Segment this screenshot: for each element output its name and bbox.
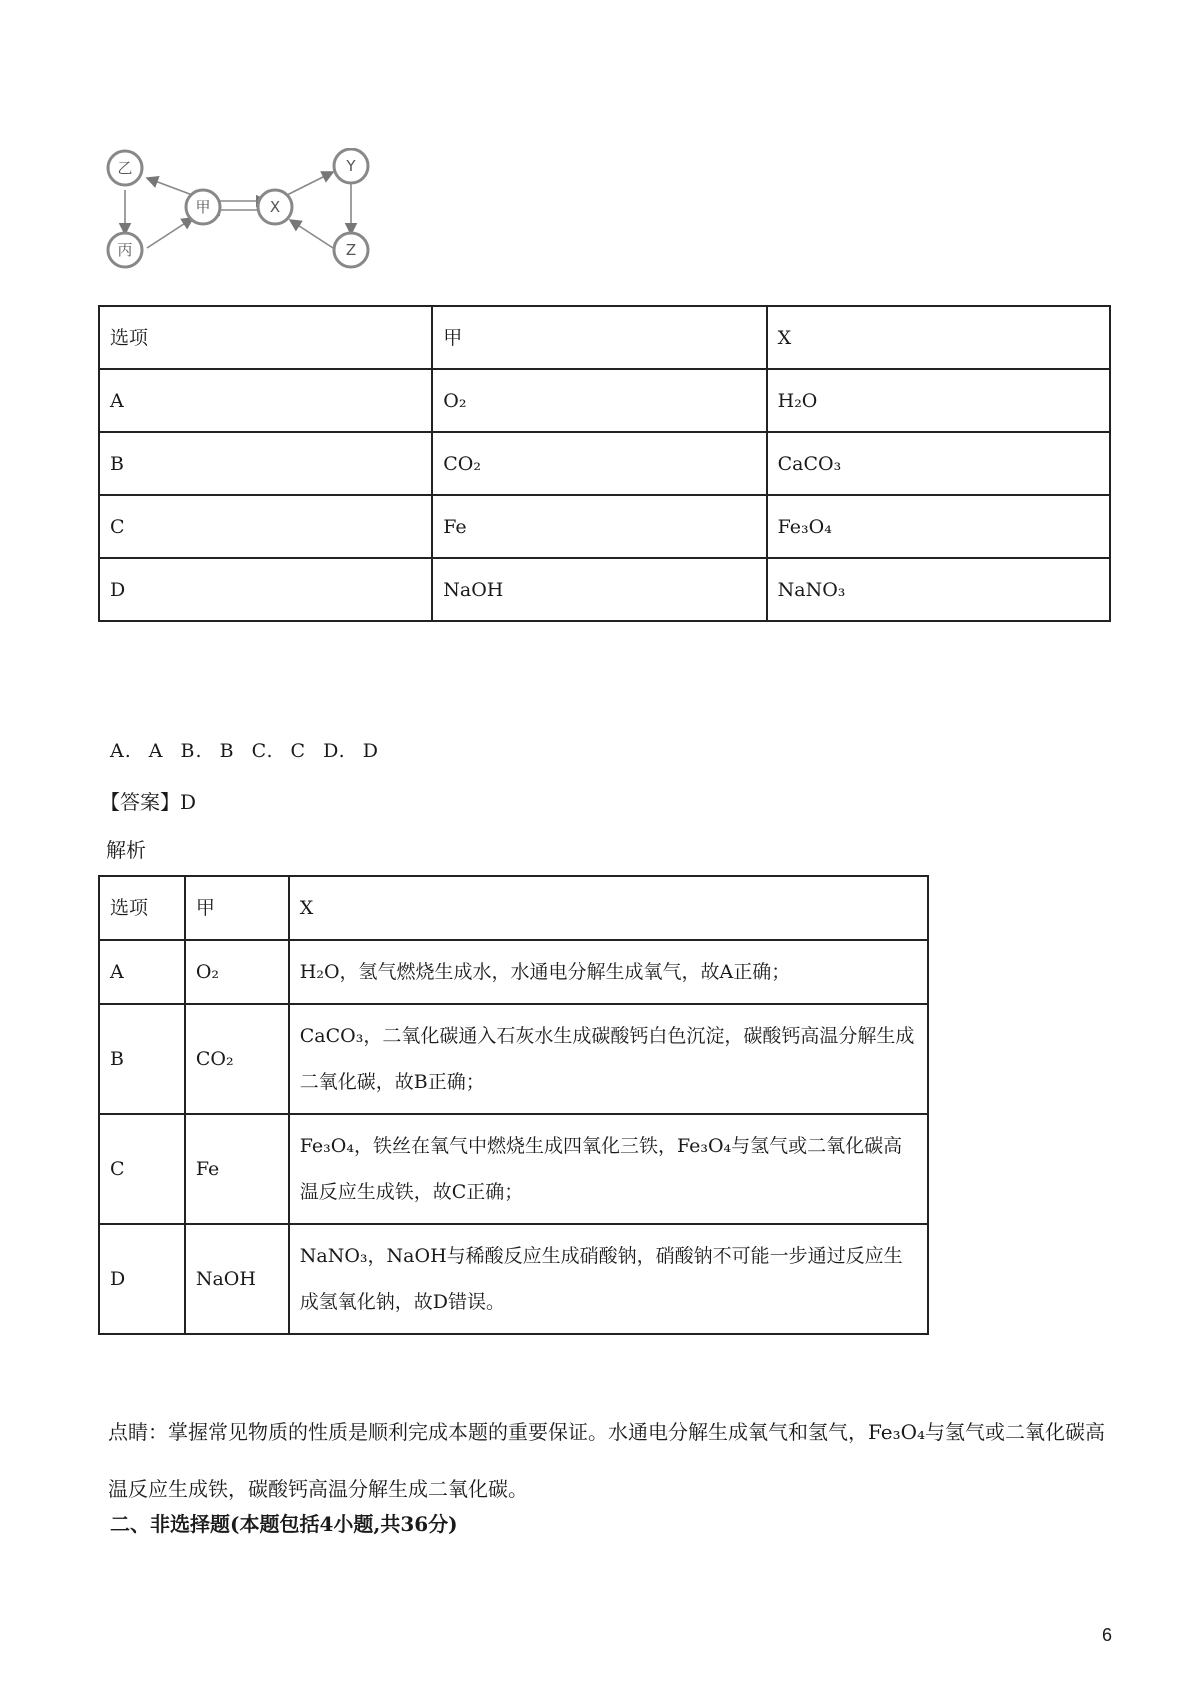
table-row: [99, 495, 1110, 558]
table-row: [99, 940, 928, 1004]
transformation-diagram: [105, 148, 395, 288]
header-cell: 选项: [99, 306, 432, 369]
table-header-row: [99, 876, 928, 940]
analysis-label: 解析: [106, 838, 146, 862]
table-cell: O₂: [185, 940, 289, 1004]
page-number: 6: [1101, 1625, 1112, 1645]
header-cell: X: [289, 876, 928, 940]
table-cell: O₂: [432, 369, 766, 432]
table-row: [99, 1114, 928, 1224]
table-cell: CaCO₃，二氧化碳通入石灰水生成碳酸钙白色沉淀，碳酸钙高温分解生成二氧化碳，故B正确；: [289, 1004, 928, 1114]
table-cell: CO₂: [185, 1004, 289, 1114]
table-row: [99, 1224, 928, 1334]
table-cell: NaOH: [185, 1224, 289, 1334]
header-cell: 甲: [432, 306, 766, 369]
table-cell: B: [99, 1004, 185, 1114]
table-row: [99, 558, 1110, 621]
table-cell: Fe: [185, 1114, 289, 1224]
table-cell: H₂O，氢气燃烧生成水，水通电分解生成氧气，故A正确；: [289, 940, 928, 1004]
table-cell: NaOH: [432, 558, 766, 621]
key-point-note: 点睛：掌握常见物质的性质是顺利完成本题的重要保证。水通电分解生成氧气和氢气，Fe₃O₄与氢气或二氧化碳高温反应生成铁，碳酸钙高温分解生成二氧化碳。: [108, 1420, 1106, 1501]
table-header-row: [99, 306, 1110, 369]
options-table: [98, 305, 1111, 622]
table-cell: Fe₃O₄: [767, 495, 1110, 558]
table-cell: H₂O: [767, 369, 1110, 432]
table-cell: Fe₃O₄，铁丝在氧气中燃烧生成四氧化三铁，Fe₃O₄与氢气或二氧化碳高温反应生成铁，故C正确；: [289, 1114, 928, 1224]
table-cell: NaNO₃: [767, 558, 1110, 621]
table-cell: A: [99, 940, 185, 1004]
header-cell: 甲: [185, 876, 289, 940]
table-cell: D: [99, 1224, 185, 1334]
table-cell: D: [99, 558, 432, 621]
table-cell: C: [99, 495, 432, 558]
node-z-label: Z: [345, 241, 357, 259]
table-cell: C: [99, 1114, 185, 1224]
node-bing-label: 丙: [117, 241, 133, 259]
header-cell: 选项: [99, 876, 185, 940]
table-cell: Fe: [432, 495, 766, 558]
table-cell: CaCO₃: [767, 432, 1110, 495]
table-cell: NaNO₃，NaOH与稀酸反应生成硝酸钠，硝酸钠不可能一步通过反应生成氢氧化钠，故D错误。: [289, 1224, 928, 1334]
table-row: [99, 1004, 928, 1114]
table-cell: B: [99, 432, 432, 495]
table-row: [99, 369, 1110, 432]
answer-options: A. A B. B C. C D. D: [110, 740, 379, 762]
node-yi-label: 乙: [117, 159, 133, 177]
header-cell: X: [767, 306, 1110, 369]
answer-line: 【答案】D: [100, 790, 197, 814]
node-y-label: Y: [346, 157, 356, 175]
table-cell: CO₂: [432, 432, 766, 495]
analysis-table: [98, 875, 929, 1335]
node-jia-label: 甲: [195, 198, 211, 216]
node-x-label: X: [269, 198, 281, 216]
section-heading: 二、非选择题(本题包括4小题,共36分): [110, 1512, 458, 1536]
table-row: [99, 432, 1110, 495]
table-cell: A: [99, 369, 432, 432]
